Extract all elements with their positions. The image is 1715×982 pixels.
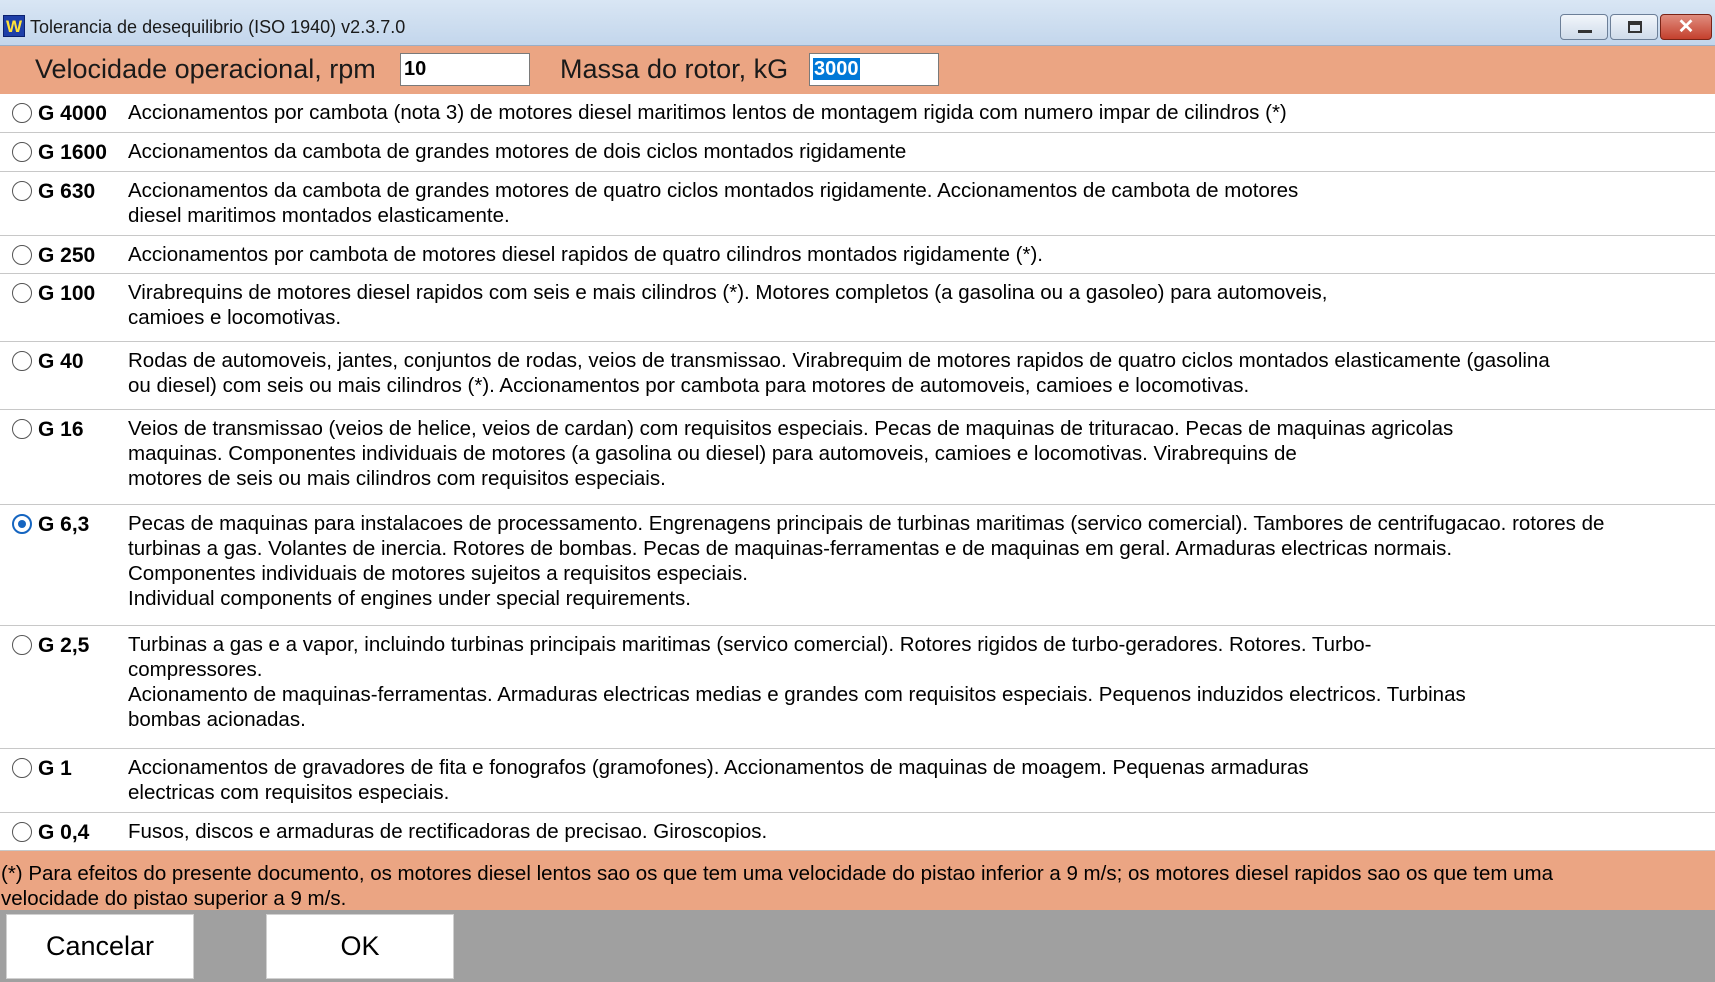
mass-input-value: 3000 bbox=[814, 58, 859, 80]
grade-radio[interactable] bbox=[12, 514, 32, 534]
app-logo-icon: W bbox=[3, 15, 25, 37]
grade-description: Accionamentos por cambota de motores diesel rapidos de quatro cilindros montados rigidamente (*). bbox=[128, 243, 1044, 266]
grade-radio[interactable] bbox=[12, 635, 32, 655]
grade-description: Rodas de automoveis, jantes, conjuntos de rodas, veios de transmissao. Virabrequim de motores rapidos de quatro ciclos montados elasticamente (gasolina ou diesel) com seis ou mais cilindros (*). Accionamentos por cambota para motores de automoveis, camioes e locomotivas. bbox=[128, 349, 1550, 397]
grade-radio[interactable] bbox=[12, 822, 32, 842]
grade-row[interactable] bbox=[0, 172, 1715, 236]
grade-row[interactable] bbox=[0, 94, 1715, 133]
grade-label: G 4000 bbox=[38, 102, 107, 125]
grade-label: G 630 bbox=[38, 180, 96, 203]
grade-label: G 0,4 bbox=[38, 821, 90, 844]
grade-radio[interactable] bbox=[12, 419, 32, 439]
ok-button[interactable]: OK bbox=[266, 914, 454, 979]
grade-description: Accionamentos de gravadores de fita e fonografos (gramofones). Accionamentos de maquinas de moagem. Pequenas armaduras electricas com requisitos especiais. bbox=[128, 756, 1309, 804]
window-title: Tolerancia de desequilibrio (ISO 1940) v2.3.7.0 bbox=[30, 17, 406, 37]
grade-radio[interactable] bbox=[12, 245, 32, 265]
grade-description: Virabrequins de motores diesel rapidos com seis e mais cilindros (*). Motores completos (a gasolina ou a gasoleo) para automoveis, camioes e locomotivas. bbox=[128, 281, 1328, 329]
cancel-button[interactable]: Cancelar bbox=[6, 914, 194, 979]
grade-description: Pecas de maquinas para instalacoes de processamento. Engrenagens principais de turbinas maritimas (servico comercial). Tambores de centrifugacao. rotores de turbinas a gas. Volantes de inercia. Rotores de bombas. Pecas de maquinas-ferramentas e de maquinas em geral. Armaduras electricas normais. Componentes individuais de motores sujeitos a requisitos especiais. Individual components of engines under special requirements. bbox=[128, 512, 1605, 610]
grade-row[interactable] bbox=[0, 749, 1715, 813]
grade-radio[interactable] bbox=[12, 283, 32, 303]
grade-description: Veios de transmissao (veios de helice, veios de cardan) com requisitos especiais. Pecas de maquinas de trituracao. Pecas de maquinas agricolas maquinas. Componentes individuais de motores (a gasolina ou diesel) para automoveis, camioes e locomotivas. Virabrequins de motores de seis ou mais cilindros com requisitos especiais. bbox=[128, 417, 1454, 490]
grade-description: Turbinas a gas e a vapor, incluindo turbinas principais maritimas (servico comercial). Rotores rigidos de turbo-geradores. Rotores. Turbo- compressores. Acionamento de maquinas-ferramentas. Armaduras electricas medias e grandes com requisitos especiais. Pequenos induzidos electricos. Turbinas bombas acionadas. bbox=[128, 633, 1466, 731]
balance-grade-list bbox=[0, 94, 1715, 851]
grade-radio[interactable] bbox=[12, 103, 32, 123]
grade-row[interactable] bbox=[0, 813, 1715, 851]
minimize-icon bbox=[1578, 30, 1592, 33]
grade-row[interactable] bbox=[0, 626, 1715, 749]
speed-input[interactable] bbox=[400, 53, 530, 86]
grade-label: G 1 bbox=[38, 757, 72, 780]
grade-label: G 6,3 bbox=[38, 513, 90, 536]
grade-row[interactable] bbox=[0, 410, 1715, 505]
grade-row[interactable] bbox=[0, 342, 1715, 410]
footnote: (*) Para efeitos do presente documento, os motores diesel lentos sao os que tem uma velocidade do pistao inferior a 9 m/s; os motores diesel rapidos sao os que tem uma velocidade do pistao superior a 9 m/s. bbox=[0, 851, 1715, 910]
grade-label: G 250 bbox=[38, 244, 96, 267]
grade-label: G 16 bbox=[38, 418, 84, 441]
speed-input-value: 10 bbox=[404, 58, 427, 80]
parameters-bar bbox=[0, 46, 1715, 94]
grade-row[interactable] bbox=[0, 133, 1715, 172]
close-icon: ✕ bbox=[1677, 16, 1695, 38]
grade-label: G 40 bbox=[38, 350, 84, 373]
grade-radio[interactable] bbox=[12, 758, 32, 778]
grade-description: Fusos, discos e armaduras de rectificadoras de precisao. Giroscopios. bbox=[128, 820, 768, 843]
grade-radio[interactable] bbox=[12, 351, 32, 371]
minimize-button[interactable] bbox=[1560, 14, 1608, 40]
grade-radio[interactable] bbox=[12, 181, 32, 201]
title-bar bbox=[0, 0, 1715, 46]
grade-description: Accionamentos da cambota de grandes motores de quatro ciclos montados rigidamente. Accionamentos de cambota de motores diesel maritimos montados elasticamente. bbox=[128, 179, 1299, 227]
maximize-button[interactable] bbox=[1610, 14, 1658, 40]
grade-label: G 1600 bbox=[38, 141, 107, 164]
grade-row[interactable] bbox=[0, 505, 1715, 626]
grade-row[interactable] bbox=[0, 274, 1715, 342]
close-button[interactable] bbox=[1660, 14, 1712, 40]
grade-row[interactable] bbox=[0, 236, 1715, 274]
grade-label: G 2,5 bbox=[38, 634, 90, 657]
mass-input[interactable] bbox=[809, 53, 939, 86]
grade-description: Accionamentos por cambota (nota 3) de motores diesel maritimos lentos de montagem rigida com numero impar de cilindros (*) bbox=[128, 101, 1287, 124]
grade-label: G 100 bbox=[38, 282, 96, 305]
mass-label: Massa do rotor, kG bbox=[560, 54, 789, 84]
maximize-icon bbox=[1628, 21, 1642, 33]
grade-radio[interactable] bbox=[12, 142, 32, 162]
grade-description: Accionamentos da cambota de grandes motores de dois ciclos montados rigidamente bbox=[128, 140, 907, 163]
speed-label: Velocidade operacional, rpm bbox=[35, 54, 376, 84]
